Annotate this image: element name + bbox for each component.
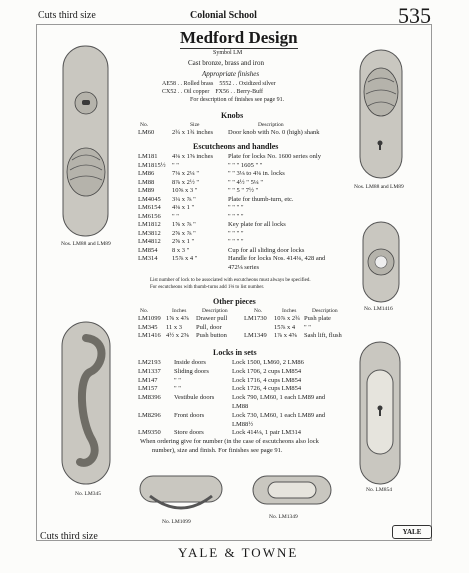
finish-row-2: CX52 . . Oil copper FX56 . . Berry-Buff bbox=[162, 89, 264, 95]
caption-sash: No. LM1349 bbox=[269, 514, 298, 520]
escutcheon-note-2: For escutcheons with thumb-turns add 1⅛ to list number. bbox=[150, 285, 265, 290]
cell-desc: " " " " bbox=[228, 238, 244, 245]
col-desc: Description bbox=[202, 308, 228, 314]
cell-name: " " bbox=[174, 385, 181, 393]
caption-drawer: No. LM1099 bbox=[162, 519, 191, 525]
cell-no: LM3812 bbox=[138, 229, 161, 237]
cell-desc: Lock 1500, LM60, 2 LM86 bbox=[232, 359, 304, 366]
cell-no: LM8296 bbox=[138, 411, 161, 419]
door-pull-illustration bbox=[62, 322, 110, 484]
col-no-2: No. bbox=[254, 308, 263, 314]
cell-desc: Plate for thumb-turn, etc. bbox=[228, 195, 294, 203]
cell-name: Store doors bbox=[174, 429, 204, 437]
cell-size: 10⅝ x 3 " bbox=[172, 187, 198, 194]
cell-desc: Pull, door bbox=[196, 323, 222, 331]
symbol-line: Symbol LM bbox=[213, 50, 243, 56]
cell-desc: Cup for all sliding door locks bbox=[228, 246, 305, 254]
cell-desc-2: Sash lift, flush bbox=[304, 332, 342, 339]
cell-desc: 472⅛ series bbox=[228, 263, 260, 271]
cell-desc: Plate for locks No. 1600 series only bbox=[228, 153, 321, 160]
cell-no: LM9350 bbox=[138, 429, 161, 437]
escutcheon-note-1: List number of lock to be associated with escutcheons must always be specified. bbox=[150, 278, 311, 283]
order-note-2: number), size and finish. For finishes see page 91. bbox=[152, 447, 283, 454]
col-inches-2: Inches bbox=[282, 308, 297, 314]
cell-no: LM314 bbox=[138, 255, 158, 262]
cell-size: 4⅛ x 1 " bbox=[172, 204, 195, 211]
cell-size: 8 x 3 " bbox=[172, 246, 190, 254]
cell-no: LM1812 bbox=[138, 221, 161, 228]
cell-desc: " " " " bbox=[228, 212, 244, 220]
caption-left-plate: Nos. LM88 and LM89 bbox=[61, 241, 111, 247]
col-no: No. bbox=[140, 122, 149, 128]
cell-size: " " bbox=[172, 161, 179, 169]
cell-inches: 11 x 3 bbox=[166, 323, 183, 331]
caption-push-button: No. LM1416 bbox=[364, 306, 393, 312]
cell-no: LM147 bbox=[138, 376, 158, 384]
cell-inches: 4½ x 2⅝ bbox=[166, 332, 189, 339]
cell-desc-2: " " bbox=[304, 323, 311, 331]
finish-row-1: AE58 . . Rolled brass 5552 . . Oxidized silver bbox=[162, 81, 276, 87]
cell-no: LM1337 bbox=[138, 367, 161, 375]
cuts-label-bottom: Cuts third size bbox=[40, 531, 98, 542]
cell-name: Inside doors bbox=[174, 359, 206, 366]
push-button-illustration bbox=[363, 222, 399, 302]
col-size: Size bbox=[190, 122, 200, 128]
cell-no-2: LM1349 bbox=[244, 332, 267, 339]
cell-name: Front doors bbox=[174, 411, 205, 419]
knob-desc: Door knob with No. 0 (high) shank bbox=[228, 129, 320, 136]
escutcheons-heading: Escutcheons and handles bbox=[193, 142, 279, 151]
cell-no: LM1099 bbox=[138, 315, 161, 322]
cell-size: 7⅛ x 2¼ " bbox=[172, 170, 200, 177]
cell-no: LM854 bbox=[138, 246, 158, 254]
cell-no-2: LM1730 bbox=[244, 315, 267, 322]
cell-no: LM345 bbox=[138, 323, 158, 331]
cell-desc: Lock 1726, 4 cups LM854 bbox=[232, 385, 302, 393]
cell-no: LM2193 bbox=[138, 359, 161, 366]
school-heading: Colonial School bbox=[190, 10, 257, 21]
cell-no: LM89 bbox=[138, 187, 155, 194]
cell-no: LM6154 bbox=[138, 204, 161, 211]
sliding-cup-illustration bbox=[360, 342, 400, 484]
material-line: Cast bronze, brass and iron bbox=[188, 59, 265, 67]
cell-size: 15⅞ x 4 " bbox=[172, 255, 198, 262]
cell-desc: LM88 bbox=[232, 403, 249, 410]
cell-desc: " " 4½ " 5¼ " bbox=[228, 178, 263, 186]
cell-desc: " " 5 " 7½ " bbox=[228, 187, 259, 194]
col-inches: Inches bbox=[172, 308, 187, 314]
knob-size: 2¾ x 1¾ inches bbox=[172, 129, 213, 136]
cell-size: 4⅛ x 1⅝ inches bbox=[172, 153, 213, 160]
col-desc-2: Description bbox=[312, 308, 338, 314]
cell-no: LM6156 bbox=[138, 212, 161, 220]
sash-lift-illustration bbox=[253, 476, 331, 504]
cell-name: Sliding doors bbox=[174, 367, 209, 375]
page-title: Medford Design bbox=[180, 28, 298, 47]
cell-no: LM1815½ bbox=[138, 161, 166, 169]
cell-no: LM88 bbox=[138, 178, 155, 186]
cell-desc: Lock 414⅛, 1 pair LM314 bbox=[232, 429, 301, 437]
cell-size: 2⅝ x 1 " bbox=[172, 238, 195, 245]
col-no: No. bbox=[140, 308, 149, 314]
drawer-pull-illustration bbox=[140, 476, 222, 508]
cell-name: Vestibule doors bbox=[174, 394, 215, 402]
caption-pull: No. LM345 bbox=[75, 491, 101, 497]
cell-desc: Lock 790, LM60, 1 each LM89 and bbox=[232, 394, 326, 402]
cell-desc: Drawer pull bbox=[196, 315, 228, 322]
cell-desc: " " " 1605 " " bbox=[228, 161, 263, 169]
cell-no: LM181 bbox=[138, 153, 158, 160]
cell-inches-2: 10⅞ x 2¾ bbox=[274, 315, 300, 322]
cell-no: LM4812 bbox=[138, 238, 161, 245]
cell-inches: 1⅝ x 4⅞ bbox=[166, 315, 189, 322]
cell-inches-2: 1⅞ x 4⅝ bbox=[274, 332, 297, 339]
cell-desc-2: Push plate bbox=[304, 315, 331, 322]
cell-inches-2: 15⅞ x 4 bbox=[274, 323, 296, 331]
yale-badge: YALE bbox=[392, 525, 432, 539]
cell-no: LM8396 bbox=[138, 394, 161, 402]
escutcheon-plate-illustration-left bbox=[63, 46, 108, 236]
order-note-1: When ordering give for number (in the case of escutcheons also lock bbox=[140, 438, 319, 445]
cell-size: 1⅝ x ⅞ " bbox=[172, 221, 196, 228]
finishes-heading: Appropriate finishes bbox=[202, 70, 260, 78]
footer-brand: YALE & TOWNE bbox=[178, 545, 299, 560]
escutcheon-plate-illustration-right bbox=[360, 50, 402, 178]
locks-heading: Locks in sets bbox=[213, 348, 257, 357]
cell-size: 3¼ x ⅞ " bbox=[172, 195, 196, 203]
caption-cup: No. LM854 bbox=[366, 487, 392, 493]
cell-no: LM86 bbox=[138, 170, 155, 177]
cell-no: LM4045 bbox=[138, 195, 161, 203]
cell-desc: Lock 730, LM60, 1 each LM89 and bbox=[232, 411, 326, 419]
cell-size: 8⅞ x 2½ " bbox=[172, 178, 200, 186]
col-desc: Description bbox=[258, 122, 284, 128]
cell-desc: LM88½ bbox=[232, 420, 254, 428]
cuts-label-top: Cuts third size bbox=[38, 10, 96, 21]
cell-desc: Handle for locks Nos. 414⅛, 428 and bbox=[228, 255, 326, 262]
cell-desc: Lock 1706, 2 cups LM854 bbox=[232, 367, 302, 375]
other-heading: Other pieces bbox=[213, 297, 256, 306]
cell-desc: " " " " bbox=[228, 204, 244, 211]
cell-desc: Push button bbox=[196, 332, 227, 339]
page-number: 535 bbox=[398, 3, 431, 28]
cell-no: LM157 bbox=[138, 385, 158, 393]
cell-size: 2⅝ x ⅞ " bbox=[172, 229, 196, 237]
cell-name: " " bbox=[174, 376, 181, 384]
cell-no: LM1416 bbox=[138, 332, 161, 339]
knobs-heading: Knobs bbox=[221, 111, 244, 120]
finish-note: For description of finishes see page 91. bbox=[190, 97, 285, 103]
caption-right-plate: Nos. LM88 and LM89 bbox=[354, 184, 404, 190]
cell-size: " " bbox=[172, 212, 179, 220]
cell-desc: " " 3⅛ to 4⅛ in. locks bbox=[228, 170, 285, 177]
cell-desc: " " " " bbox=[228, 229, 244, 237]
knob-no: LM60 bbox=[138, 129, 155, 136]
cell-desc: Lock 1716, 4 cups LM854 bbox=[232, 376, 302, 384]
cell-desc: Key plate for all locks bbox=[228, 221, 286, 228]
